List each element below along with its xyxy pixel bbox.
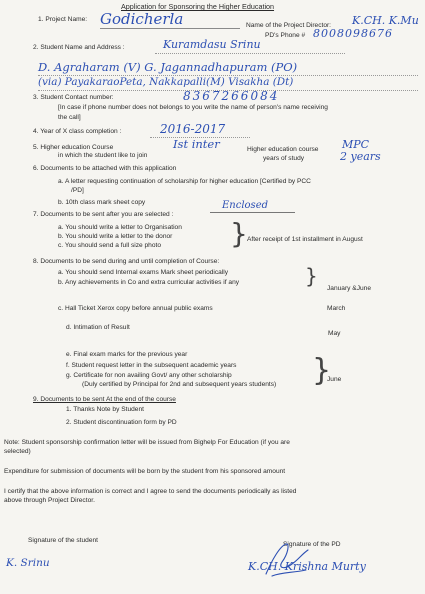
xclass-label: 4. Year of X class completion : <box>33 128 122 135</box>
section7-heading: 7. Documents to be sent after you are selected : <box>33 211 174 218</box>
section7-item-a: a. You should write a letter to Organisation <box>58 224 182 231</box>
pd-signature-mark <box>262 540 312 578</box>
sig-pd-label: Signature of the PD <box>283 541 341 548</box>
section8-item-a: a. You should send Internal exams Mark sheet periodically <box>58 269 229 276</box>
course-value: Ist inter <box>173 137 220 151</box>
section7-brace: } <box>230 217 248 250</box>
section6-item-a1: a. A letter requesting continuation of scholarship for higher education [Certified by PCC <box>58 178 311 185</box>
hec-value: MPC <box>342 138 370 151</box>
sig-pd-value: K.CH. Krishna Murty <box>248 560 366 573</box>
expenditure-note: Expenditure for submission of documents will be born by the student from his sponsored amount <box>4 468 286 475</box>
section6-heading: 6. Documents to be attached with this application <box>33 165 177 172</box>
pd-name-value: K.CH. K.Mu <box>352 14 419 27</box>
project-name-label: 1. Project Name: <box>38 16 88 23</box>
enclosed-underline <box>210 212 295 213</box>
section7-item-c: c. You should send a full size photo <box>58 242 162 249</box>
section8-item-d: d. Intimation of Result <box>66 324 130 331</box>
section9-item-1: 1. Thanks Note by Student <box>66 406 144 413</box>
contact-note-1: [In case if phone number does not belongs to you write the name of person's name receiving <box>58 104 328 111</box>
hec-label: Higher education course <box>247 146 319 153</box>
section8-item-c: c. Hall Ticket Xerox copy before annual public exams <box>58 305 213 312</box>
section7-item-b: b. You should write a letter to the donor <box>58 233 173 240</box>
section8-item-b: b. Any achievements in Co and extra curricular activities if any <box>58 279 240 286</box>
pd-name-label: Name of the Project Director: <box>246 22 332 29</box>
certify-line-2: above through Project Director. <box>4 497 95 504</box>
student-label: 2. Student Name and Address : <box>33 44 125 51</box>
student-name-value: Kuramdasu Srinu <box>163 38 261 51</box>
note-line-1: Note: Student sponsorship confirmation letter will be issued from Bighelp For Education (if you are <box>4 439 290 446</box>
may: May <box>328 330 341 337</box>
section8-item-f: f. Student request letter in the subsequent academic years <box>66 362 237 369</box>
section9-heading: 9. Documents to be sent At the end of the course <box>33 396 176 403</box>
section8-brace-1: } <box>305 264 318 288</box>
pd-phone-label: PD's Phone # <box>265 32 306 39</box>
section8-item-g: g. Certificate for non availing Govt/ any other scholarship <box>66 372 232 379</box>
section8-item-e: e. Final exam marks for the previous year <box>66 351 188 358</box>
course-label-2: in which the student like to join <box>58 152 148 159</box>
form-title: Application for Sponsoring the Higher Education <box>121 2 275 11</box>
pd-phone-value: 8008098676 <box>313 27 393 40</box>
march: March <box>327 305 346 312</box>
jan-june: January &June <box>327 285 371 292</box>
project-name-value: Godicherla <box>100 10 240 29</box>
section6-item-b: b. 10th class mark sheet copy <box>58 199 146 206</box>
section9-item-2: 2. Student discontinuation form by PD <box>66 419 177 426</box>
section8-heading: 8. Documents to be send during and until completion of Course: <box>33 258 220 265</box>
address-line-2: (via) PayakaraoPeta, Nakkapalli(M) Visakha (Dt) <box>38 76 294 88</box>
sig-student-value: K. Srinu <box>6 557 50 569</box>
address-underline-0 <box>155 53 345 54</box>
years-label: years of study <box>263 155 305 162</box>
xclass-value: 2016-2017 <box>160 122 226 136</box>
section8-brace-2: } <box>312 353 332 388</box>
enclosed-value: Enclosed <box>222 200 269 211</box>
section8-item-g2: (Duly certified by Principal for 2nd and subsequent years students) <box>82 381 277 388</box>
contact-label: 3. Student Contact number: <box>33 94 114 101</box>
section6-item-a2: /PD] <box>71 187 84 194</box>
june: June <box>327 376 342 383</box>
sig-student-label: Signature of the student <box>28 537 99 544</box>
course-label-1: 5. Higher education Course <box>33 144 114 151</box>
contact-value: 8367266084 <box>183 89 280 103</box>
contact-note-2: the call] <box>58 114 81 121</box>
note-line-2: selected) <box>4 448 31 455</box>
address-line-1: D. Agraharam (V) G. Jagannadhapuram (PO) <box>38 60 298 74</box>
certify-line-1: I certify that the above information is correct and I agree to send the documents periodically as listed <box>4 488 297 495</box>
section7-after-receipt: After receipt of 1st installment in August <box>247 236 363 243</box>
years-value: 2 years <box>340 150 381 163</box>
